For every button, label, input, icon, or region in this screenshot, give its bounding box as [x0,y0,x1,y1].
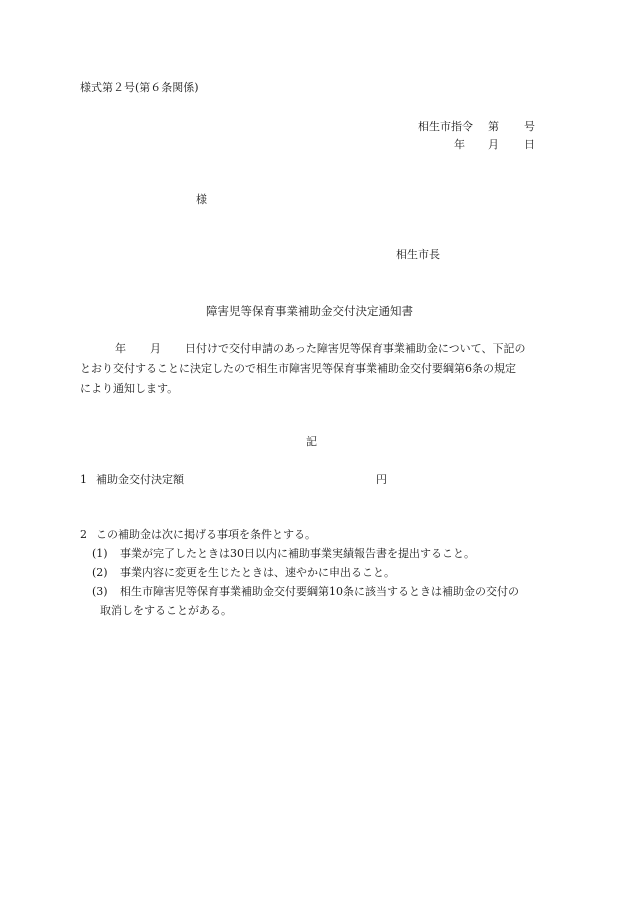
condition-2-text: 事業内容に変更を生じたときは、速やかに申出ること。 [120,566,395,579]
ki-heading: 記 [306,435,317,448]
condition-3-text: 相生市障害児等保育事業補助金交付要綱第10条に該当するときは補助金の交付の [120,585,519,598]
doc-number-prefix: 相生市指令 [418,120,473,133]
item-1-label: 補助金交付決定額 [96,473,184,486]
item-1-number: 1 [80,473,87,486]
date-day: 日 [524,138,535,151]
doc-number-gou: 号 [524,120,535,133]
body-line-2: とおり交付することに決定したので相生市障害児等保育事業補助金交付要綱第6条の規定 [80,362,516,375]
date-year: 年 [454,138,465,151]
body-line-1-rest: 日付けで交付申請のあった障害児等保育事業補助金について、下記の [185,342,526,355]
condition-2-number: (2) [92,566,108,579]
body-paragraph [80,339,550,399]
condition-1-text: 事業が完了したときは30日以内に補助事業実績報告書を提出すること。 [120,547,475,560]
body-year: 年 [115,342,126,355]
condition-3-continuation: 取消しをすることがある。 [100,604,232,617]
item-2-number: 2 [80,528,87,541]
issuer: 相生市長 [396,248,440,261]
document-title: 障害児等保育事業補助金交付決定通知書 [206,304,413,318]
doc-number-dai: 第 [488,120,499,133]
condition-1-number: (1) [92,547,108,560]
item-1-unit: 円 [376,473,387,486]
body-month: 月 [150,342,161,355]
item-2-intro: この補助金は次に掲げる事項を条件とする。 [96,528,316,541]
body-line-3: により通知します。 [80,382,179,395]
recipient-suffix: 様 [196,193,207,206]
form-label: 様式第２号(第６条関係) [80,81,199,94]
condition-3-number: (3) [92,585,108,598]
date-month: 月 [488,138,499,151]
body-line-1 [80,339,550,359]
